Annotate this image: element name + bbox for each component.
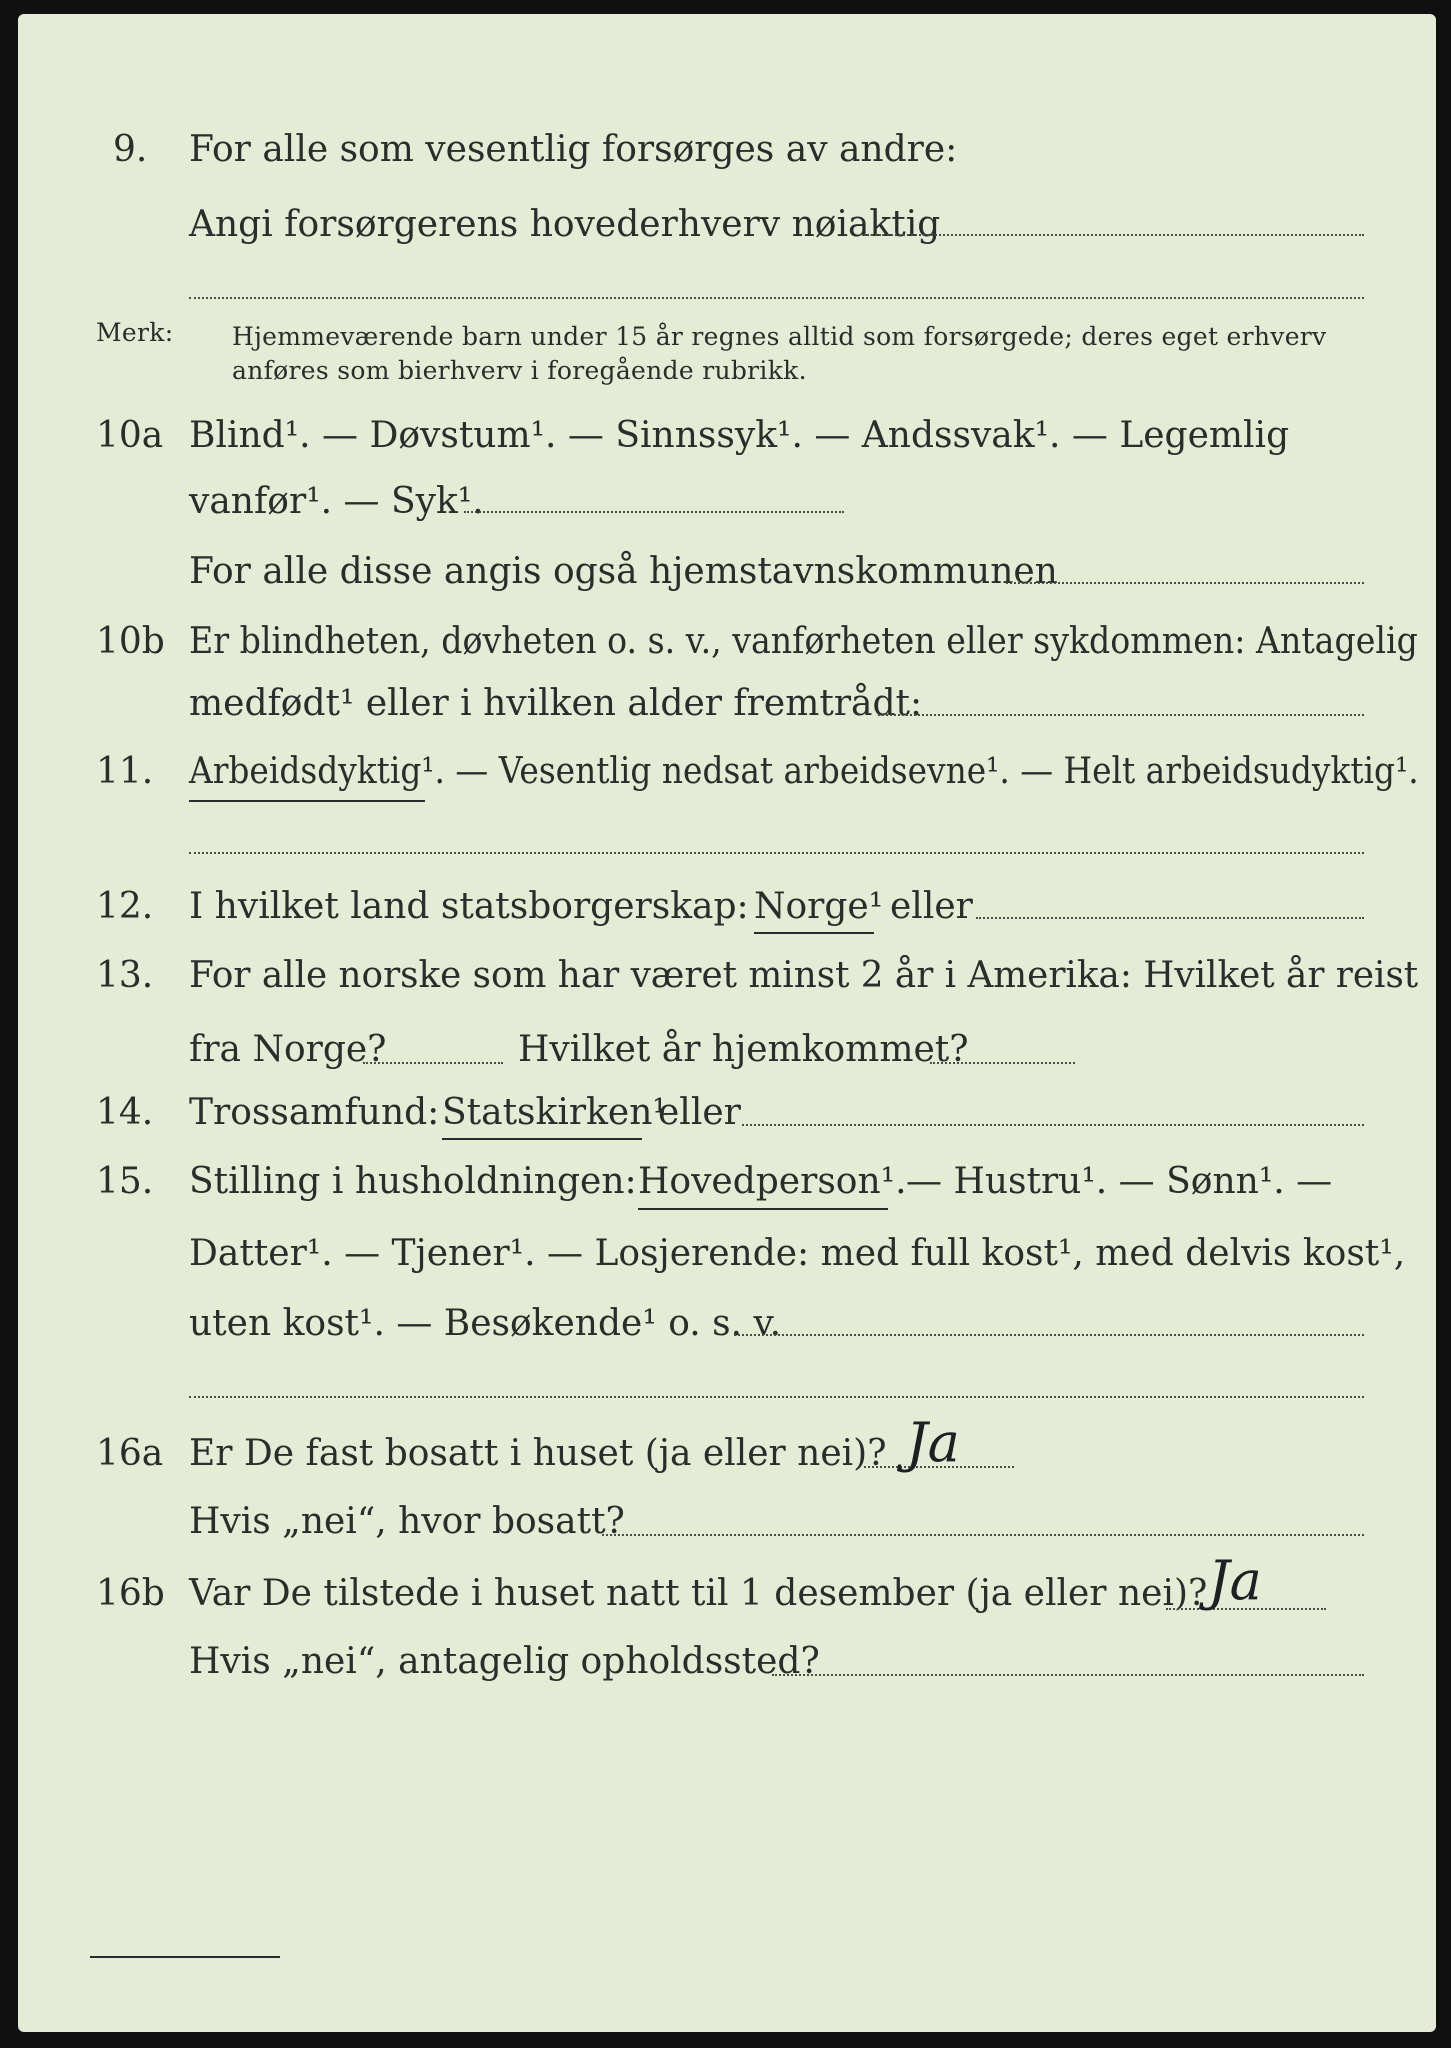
q10a-number: 10a [96,415,164,456]
q9-answer-line1[interactable] [864,234,1364,236]
q13-text-line2b: Hvilket år hjemkommet? [518,1029,969,1070]
q14-answer-line[interactable] [742,1124,1364,1126]
q11-text: Arbeidsdyktig¹. — Vesentlig nedsat arbeidsevne¹. — Helt arbeidsudyktig¹. [189,751,1419,792]
q11-underline-mark [189,800,425,802]
q16b-text-line2: Hvis „nei“, antagelig opholdssted? [189,1641,820,1682]
q14-text: Trossamfund: [189,1092,440,1133]
merk-label: Merk: [96,318,174,347]
q10b-text-line2: medfødt¹ eller i hvilken alder fremtrådt: [189,683,923,724]
merk-text-line2: anføres som bierhverv i foregående rubrikk. [232,356,807,385]
q15-text-line1c: — Hustru¹. — Sønn¹. — [906,1161,1333,1202]
q16a-text-line2: Hvis „nei“, hvor bosatt? [189,1501,625,1542]
q13-text-line1: For alle norske som har været minst 2 år i Amerika: Hvilket år reist [189,955,1419,996]
q13-text-line2a: fra Norge? [189,1029,387,1070]
q15-number: 15. [96,1161,154,1202]
q12-eller: eller [890,886,973,927]
q10a-hjemstavn-line[interactable] [1006,582,1364,584]
q16b-handwritten-answer: Ja [1208,1549,1262,1612]
q15-answer-line1[interactable] [734,1334,1364,1336]
q13-number: 13. [96,955,154,996]
q9-text-line2: Angi forsørgerens hovederhverv nøiaktig [189,204,941,245]
q15-text-line2: Datter¹. — Tjener¹. — Losjerende: med full kost¹, med delvis kost¹, [189,1233,1406,1274]
q15-answer-line2[interactable] [189,1396,1364,1398]
q14-eller: eller [658,1092,741,1133]
q10b-number: 10b [96,621,165,662]
q12-number: 12. [96,886,154,927]
q11-answer-line[interactable] [189,852,1364,854]
q10a-text-line3: For alle disse angis også hjemstavnskommunen [189,551,1058,592]
q12-text: I hvilket land statsborgerskap: [189,886,749,927]
q9-answer-line2[interactable] [189,297,1364,299]
q16a-handwritten-answer: Ja [906,1411,960,1474]
q13-hjemkommet-line[interactable] [930,1062,1075,1064]
q10a-text-line1: Blind¹. — Døvstum¹. — Sinnssyk¹. — Andssvak¹. — Legemlig [189,415,1290,456]
footnote-rule [90,1956,280,1958]
q12-answer-line[interactable] [976,917,1364,919]
census-form-page [18,14,1436,2032]
q16a-number: 16a [96,1433,164,1474]
q12-norge-underline [754,932,874,934]
q14-statskirken-underline [442,1138,642,1140]
q12-option-norge: Norge¹ [754,886,884,927]
q14-option-statskirken: Statskirken¹ [442,1092,667,1133]
q15-option-hovedperson: Hovedperson¹. [638,1161,907,1202]
q14-number: 14. [96,1092,154,1133]
q16b-opholdssted-line[interactable] [772,1674,1364,1676]
q11-number: 11. [96,751,154,792]
q9-text-line1: For alle som vesentlig forsørges av andre: [189,129,958,170]
q13-reist-line[interactable] [363,1062,503,1064]
q10a-answer-line[interactable] [464,511,844,513]
q15-hovedperson-underline [638,1208,888,1210]
q10b-text-line1: Er blindheten, døvheten o. s. v., vanførheten eller sykdommen: Antagelig [189,621,1418,662]
q16a-bosatt-line[interactable] [602,1534,1364,1536]
q16a-text-line1: Er De fast bosatt i huset (ja eller nei)? [189,1433,887,1474]
q16b-text-line1: Var De tilstede i huset natt til 1 desember (ja eller nei)? [189,1573,1208,1614]
merk-text-line1: Hjemmeværende barn under 15 år regnes alltid som forsørgede; deres eget erhverv [232,322,1327,351]
q10a-text-line2: vanfør¹. — Syk¹. [189,481,484,522]
q9-number: 9. [113,129,148,170]
q15-text-line1a: Stilling i husholdningen: [189,1161,637,1202]
q16b-number: 16b [96,1573,165,1614]
q15-text-line3: uten kost¹. — Besøkende¹ o. s. v. [189,1303,782,1344]
q10b-answer-line[interactable] [878,714,1364,716]
